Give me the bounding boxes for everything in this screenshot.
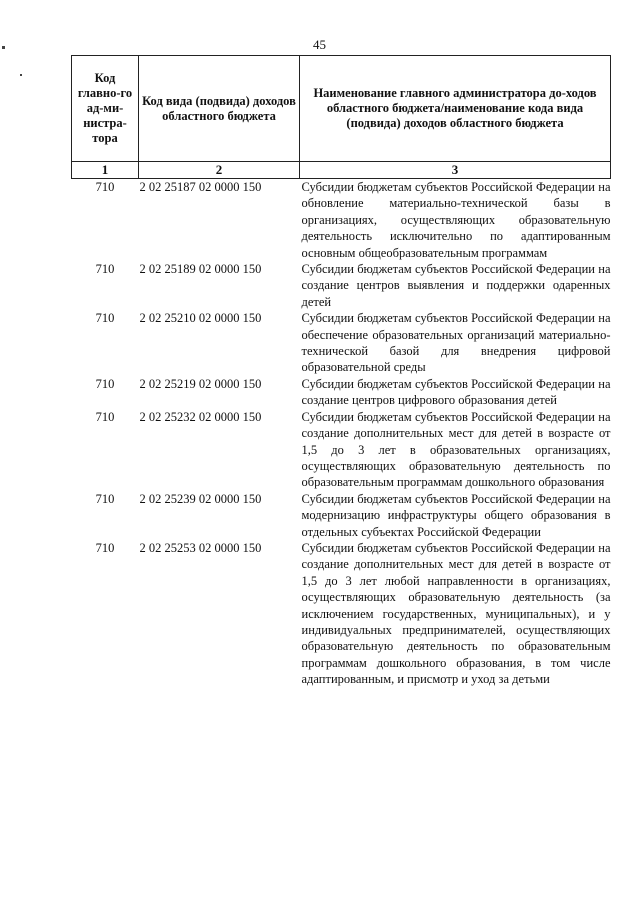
admin-code: 710 <box>95 311 115 326</box>
page-number: 45 <box>313 37 326 52</box>
column-number: 3 <box>300 162 611 179</box>
income-name: Субсидии бюджетам субъектов Российской Федерации на создание дополнительных мест для детей в возрасте от 1,5 до 3 лет в образовательных организациях, осуществляющих образовательную деятельность по образовательным программам дошкольного образования <box>301 409 611 490</box>
income-code: 2 02 25253 02 0000 150 <box>139 540 262 555</box>
header-income-code: Код вида (подвида) доходов областного бюджета <box>139 56 300 162</box>
income-name: Субсидии бюджетам субъектов Российской Федерации на создание центров цифрового образования детей <box>301 376 611 408</box>
column-number: 1 <box>72 162 139 179</box>
admin-code: 710 <box>95 262 115 277</box>
income-name: Субсидии бюджетам субъектов Российской Федерации на создание центров выявления и поддержки одаренных детей <box>301 262 611 309</box>
admin-code: 710 <box>95 540 115 555</box>
table-row <box>72 179 611 262</box>
income-code: 2 02 25232 02 0000 150 <box>139 409 262 424</box>
table-header-row <box>72 56 611 162</box>
admin-code: 710 <box>95 409 115 424</box>
income-code: 2 02 25189 02 0000 150 <box>139 262 262 277</box>
table-row <box>72 261 611 310</box>
header-name: Наименование главного администратора до-ходов областного бюджета/наименование кода вида (подвида) доходов областного бюджета <box>300 56 611 162</box>
income-code: 2 02 25210 02 0000 150 <box>139 311 262 326</box>
admin-code: 710 <box>95 376 115 391</box>
income-code: 2 02 25219 02 0000 150 <box>139 376 262 391</box>
scan-mark <box>2 46 5 49</box>
table-row <box>72 310 611 376</box>
income-name: Субсидии бюджетам субъектов Российской Федерации на обеспечение образовательных организаций материально-технической базой для внедрения цифровой образовательной среды <box>301 311 611 375</box>
header-admin-code: Код главно-го ад-ми-нистра-тора <box>72 56 139 162</box>
table-row <box>72 376 611 409</box>
income-code: 2 02 25239 02 0000 150 <box>139 491 262 506</box>
table-row <box>72 409 611 491</box>
column-number: 2 <box>139 162 300 179</box>
column-number-row <box>72 162 611 179</box>
table-row <box>72 540 611 688</box>
admin-code: 710 <box>95 491 115 506</box>
table-row <box>72 491 611 540</box>
income-name: Субсидии бюджетам субъектов Российской Федерации на модернизацию инфраструктуры общего образования в отдельных субъектах Российской Федерации <box>301 491 611 539</box>
income-code: 2 02 25187 02 0000 150 <box>139 180 262 194</box>
income-name: Субсидии бюджетам субъектов Российской Федерации на обновление материально-технической базы в организациях, осуществляющих образовательную деятельность исключительно по адаптированным основным общеобразовательным программам <box>301 180 611 260</box>
scan-mark <box>20 74 22 76</box>
income-name: Субсидии бюджетам субъектов Российской Федерации на создание дополнительных мест для детей в возрасте от 1,5 до 3 лет любой направленности в организациях, осуществляющих образовательную деятельность (за исключением государственных, муниципальных), и у индивидуальных предпринимателей, осуществляющих образовательную деятельность по образовательным программам дошкольного образования, в том числе адаптированным, и присмотр и уход за детьми <box>301 540 611 687</box>
admin-code: 710 <box>95 180 115 194</box>
revenue-codes-table <box>71 55 611 688</box>
